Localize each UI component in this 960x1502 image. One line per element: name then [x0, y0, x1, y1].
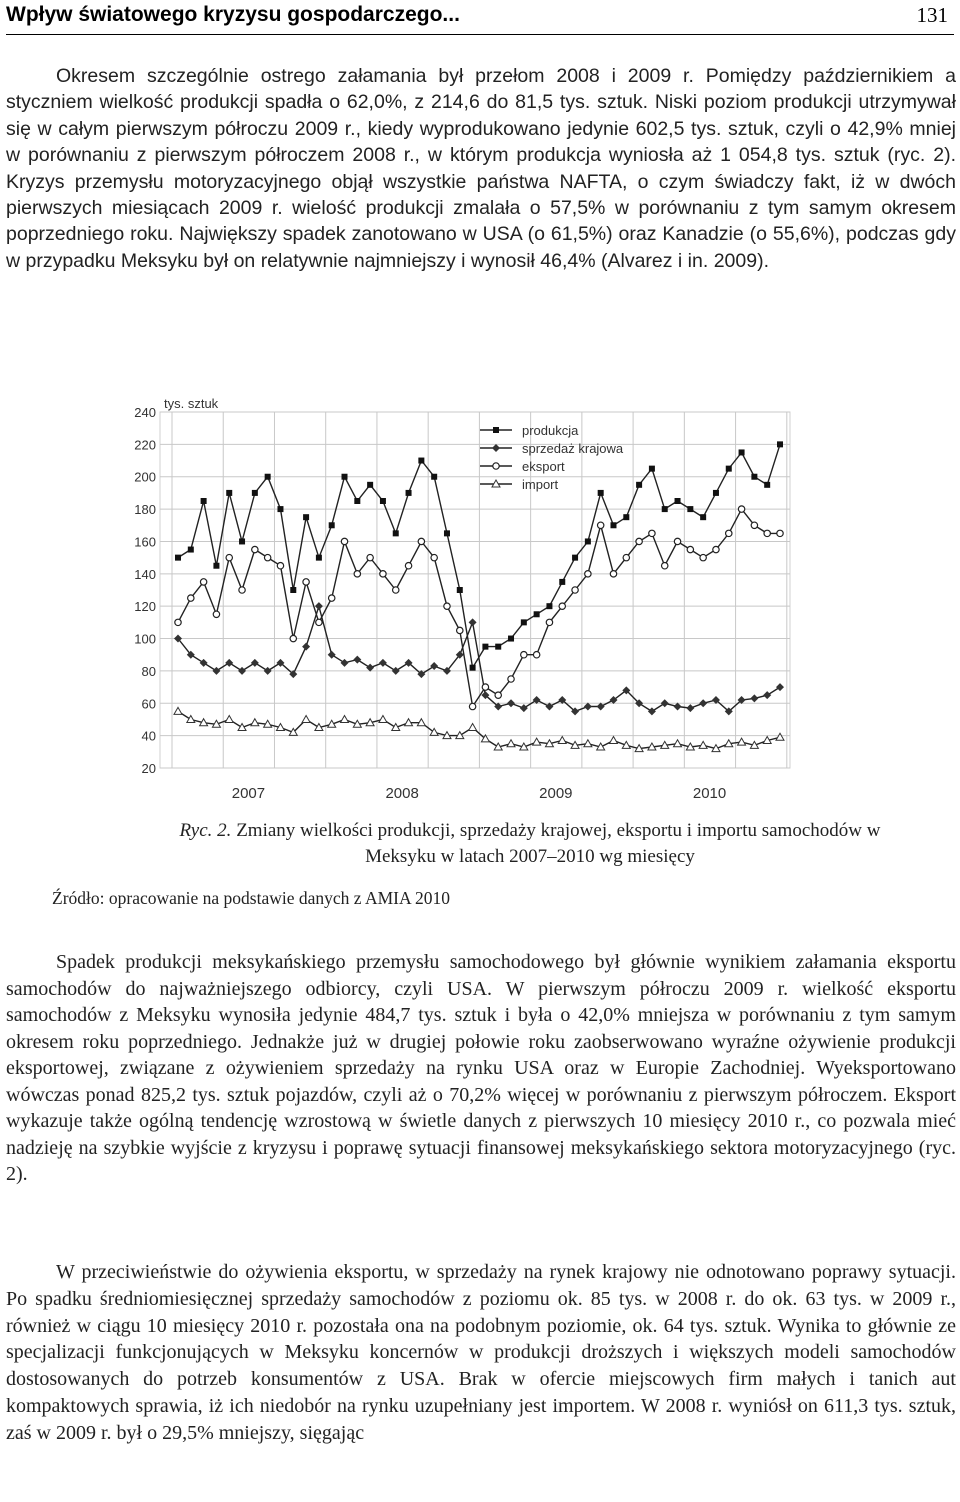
point-square	[380, 498, 386, 504]
point-square	[265, 474, 271, 480]
point-diamond	[379, 659, 387, 667]
point-circle	[597, 522, 603, 528]
point-circle	[354, 571, 360, 577]
point-diamond	[328, 651, 336, 659]
point-square	[303, 514, 309, 520]
point-square	[649, 466, 655, 472]
y-tick-label: 100	[134, 631, 156, 647]
point-diamond	[341, 659, 349, 667]
point-square	[175, 555, 181, 561]
point-square	[213, 563, 219, 569]
header-title: Wpływ światowego kryzysu gospodarczego...	[6, 3, 460, 26]
point-square	[546, 603, 552, 609]
caption-label: Ryc. 2.	[179, 820, 232, 841]
point-square	[418, 458, 424, 464]
point-circle	[316, 619, 322, 625]
point-circle	[290, 635, 296, 641]
point-circle	[380, 571, 386, 577]
point-square	[534, 611, 540, 617]
running-header	[6, 0, 954, 35]
point-diamond	[392, 667, 400, 675]
legend-label: import	[522, 477, 559, 492]
point-circle	[239, 587, 245, 593]
point-square	[585, 538, 591, 544]
point-square	[508, 636, 514, 642]
point-square	[726, 466, 732, 472]
point-circle	[764, 530, 770, 536]
point-triangle	[533, 738, 541, 745]
point-diamond	[430, 662, 438, 670]
point-circle	[559, 603, 565, 609]
point-circle	[213, 611, 219, 617]
point-diamond	[200, 659, 208, 667]
figure-chart	[120, 390, 800, 805]
point-square	[201, 498, 207, 504]
year-label: 2007	[231, 785, 266, 802]
y-tick-label: 220	[134, 437, 156, 453]
point-diamond	[469, 618, 477, 626]
point-circle	[175, 619, 181, 625]
point-triangle	[302, 715, 310, 722]
point-square	[342, 474, 348, 480]
y-tick-label: 140	[134, 566, 156, 582]
point-square	[290, 587, 296, 593]
point-square	[444, 530, 450, 536]
point-square	[277, 506, 283, 512]
caption-text: Zmiany wielkości produkcji, sprzedaży krajowej, eksportu i importu samochodów w Meksyku w latach 2007–2010 wg miesięcy	[236, 820, 881, 867]
point-diamond	[264, 667, 272, 675]
point-circle	[610, 571, 616, 577]
page-number: 131	[916, 3, 948, 27]
legend-label: produkcja	[522, 423, 579, 438]
point-square	[598, 490, 604, 496]
point-circle	[662, 563, 668, 569]
point-circle	[649, 530, 655, 536]
point-circle	[418, 538, 424, 544]
y-tick-label: 240	[134, 405, 156, 420]
point-circle	[495, 692, 501, 698]
point-triangle	[341, 715, 349, 722]
point-diamond	[763, 691, 771, 699]
point-square	[495, 644, 501, 650]
y-tick-label: 160	[134, 534, 156, 550]
point-square	[610, 522, 616, 528]
paragraph-1: Okresem szczególnie ostrego załamania był przełom 2008 i 2009 r. Pomiędzy październikiem a styczniem wielkość produkcji spadła o 62,0%, z 214,6 do 81,5 tys. sztuk. Niski poziom produkcji utrzymywał się w całym pierwszym półroczu 2009 r., kiedy wyprodukowano jedynie 602,5 tys. sztuk, czyli o 42,9% mniej w porównaniu z pierwszym półroczem 2008 r., w którym produkcja wyniosła aż 1 054,8 tys. sztuk (ryc. 2). Kryzys przemysłu motoryzacyjnego objął wszystkie państwa NAFTA, o czym świadczy fakt, iż w dwóch pierwszych miesiącach 2009 r. wielość produkcji zmalała o 57,5% w porównaniu z tym samym okresem poprzedniego roku. Największy spadek zanotowano w USA (o 61,5%) oraz Kanadzie (o 55,6%), podczas gdy w przypadku Meksyku był on relatywnie najmniejszy i wynosił 46,4% (Alvarez i in. 2009).	[6, 65, 956, 272]
point-circle	[687, 546, 693, 552]
point-square	[559, 579, 565, 585]
point-diamond	[776, 683, 784, 691]
year-label: 2008	[385, 785, 419, 802]
point-square	[431, 474, 437, 480]
point-square	[493, 427, 499, 433]
point-diamond	[353, 656, 361, 664]
point-diamond	[507, 699, 515, 707]
legend	[480, 423, 624, 492]
point-diamond	[225, 659, 233, 667]
year-label: 2010	[692, 785, 727, 802]
point-triangle	[699, 741, 707, 748]
point-triangle	[674, 740, 682, 747]
point-square	[713, 490, 719, 496]
point-square	[252, 490, 258, 496]
point-circle	[303, 579, 309, 585]
year-label: 2009	[539, 785, 573, 802]
y-tick-label: 80	[141, 663, 156, 679]
legend-label: sprzedaż krajowa	[522, 441, 624, 456]
y-tick-label: 20	[141, 761, 156, 776]
point-square	[367, 482, 373, 488]
point-diamond	[520, 704, 528, 712]
point-circle	[713, 546, 719, 552]
point-square	[636, 482, 642, 488]
y-tick-label: 200	[134, 469, 156, 485]
point-square	[226, 490, 232, 496]
point-square	[329, 522, 335, 528]
point-diamond	[251, 659, 259, 667]
point-diamond	[661, 699, 669, 707]
point-circle	[457, 627, 463, 633]
point-circle	[405, 563, 411, 569]
legend-label: eksport	[522, 459, 565, 474]
point-diamond	[648, 707, 656, 715]
point-square	[751, 474, 757, 480]
point-circle	[521, 652, 527, 658]
point-square	[188, 547, 194, 553]
point-square	[764, 482, 770, 488]
y-tick-label: 180	[134, 502, 156, 518]
point-circle	[508, 676, 514, 682]
point-circle	[738, 506, 744, 512]
point-square	[687, 506, 693, 512]
point-circle	[533, 652, 539, 658]
point-square	[482, 644, 488, 650]
point-circle	[329, 595, 335, 601]
point-square	[739, 449, 745, 455]
point-diamond	[492, 444, 500, 452]
figure-source: Źródło: opracowanie na podstawie danych z AMIA 2010	[52, 888, 451, 908]
point-triangle	[251, 719, 259, 726]
y-tick-label: 60	[141, 696, 156, 712]
point-circle	[341, 538, 347, 544]
point-circle	[572, 587, 578, 593]
grid-lines	[160, 412, 790, 768]
point-square	[470, 665, 476, 671]
point-diamond	[686, 704, 694, 712]
point-square	[521, 619, 527, 625]
point-circle	[674, 538, 680, 544]
point-diamond	[238, 667, 246, 675]
point-circle	[493, 463, 499, 469]
point-triangle	[738, 738, 746, 745]
point-square	[700, 514, 706, 520]
plot-frame	[160, 412, 790, 768]
point-diamond	[750, 694, 758, 702]
point-diamond	[315, 602, 323, 610]
line-chart	[120, 390, 800, 805]
point-diamond	[212, 667, 220, 675]
point-circle	[367, 554, 373, 560]
point-circle	[264, 554, 270, 560]
point-circle	[546, 619, 552, 625]
point-circle	[469, 703, 475, 709]
point-triangle	[379, 715, 387, 722]
point-triangle	[558, 736, 566, 743]
point-circle	[188, 595, 194, 601]
point-circle	[636, 538, 642, 544]
point-square	[316, 555, 322, 561]
point-triangle	[507, 740, 515, 747]
point-circle	[726, 530, 732, 536]
point-triangle	[469, 724, 477, 731]
point-triangle	[776, 733, 784, 740]
y-axis-label: tys. sztuk	[164, 396, 219, 411]
point-triangle	[584, 740, 592, 747]
point-circle	[777, 530, 783, 536]
point-triangle	[174, 707, 182, 714]
point-square	[675, 498, 681, 504]
point-circle	[444, 603, 450, 609]
y-tick-label: 120	[134, 599, 156, 615]
point-triangle	[225, 715, 233, 722]
point-triangle	[187, 715, 195, 722]
point-circle	[277, 563, 283, 569]
point-square	[777, 441, 783, 447]
point-square	[662, 506, 668, 512]
point-square	[457, 587, 463, 593]
point-circle	[700, 554, 706, 560]
point-circle	[431, 554, 437, 560]
point-square	[239, 538, 245, 544]
point-circle	[252, 546, 258, 552]
point-square	[406, 490, 412, 496]
figure-caption	[150, 818, 910, 870]
point-circle	[482, 684, 488, 690]
point-diamond	[302, 643, 310, 651]
paragraph-3: Spadek produkcji meksykańskiego przemysłu samochodowego był głównie wynikiem załamania eksportu samochodów do najważniejszego odbiorcy, czyli USA. W pierwszym półroczu 2009 r. wielkość eksportu samochodów z Meksyku wynosiła jedynie 484,7 tys. sztuk i była o 42,0% mniejsza w porównaniu z tym samym okresem roku poprzedniego. Jednakże już w drugiej połowie roku zaobserwowano wyraźne ożywienie produkcji eksportowej, związane z ożywieniem sprzedaży na rynku USA oraz w Europie Zachodniej. Wyeksportowano wówczas ponad 825,2 tys. sztuk pojazdów, czyli aż o 70,2% więcej w porównaniu z pierwszym półroczem. Eksport wykazuje także ogólną tendencję wzrostową w świetle danych z pierwszych 10 miesięcy 2010 r., co pozwala mieć nadzieję na szybkie wyjście z kryzysu i poprawę sytuacji finansowej meksykańskiego sektora motoryzacyjnego (ryc. 2).	[6, 951, 956, 1185]
point-circle	[393, 587, 399, 593]
point-circle	[623, 554, 629, 560]
point-circle	[200, 579, 206, 585]
point-square	[572, 555, 578, 561]
point-square	[393, 530, 399, 536]
point-circle	[226, 554, 232, 560]
point-triangle	[609, 736, 617, 743]
point-square	[623, 514, 629, 520]
point-square	[354, 498, 360, 504]
paragraph-4: W przeciwieństwie do ożywienia eksportu, w sprzedaży na rynek krajowy nie odnotowano poprawy sytuacji. Po spadku średniomiesięcznej sprzedaży samochodów z poziomu ok. 85 tys. w 2008 r. do ok. 63 tys. w 2009 r., również w ciągu 10 miesięcy 2010 r. pozostała ona na podobnym poziomie, ok. 64 tys. sztuk. Wynika to głównie ze specjalizacji funkcjonujących w Meksyku koncernów w produkcji droższych i większych modeli samochodów dostosowanych do potrzeb konsumentów z USA. Brak w ofercie miejscowych firm małych i tanich aut kompaktowych sprawia, iż ich niedobór na rynku uzupełniany jest importem. W 2008 r. wyniósł on 611,3 tys. sztuk, zaś w 2009 r. był o 29,5% mniejszy, sięgając	[6, 1261, 956, 1444]
point-circle	[585, 571, 591, 577]
point-circle	[751, 522, 757, 528]
point-diamond	[699, 699, 707, 707]
y-tick-label: 40	[141, 728, 156, 744]
